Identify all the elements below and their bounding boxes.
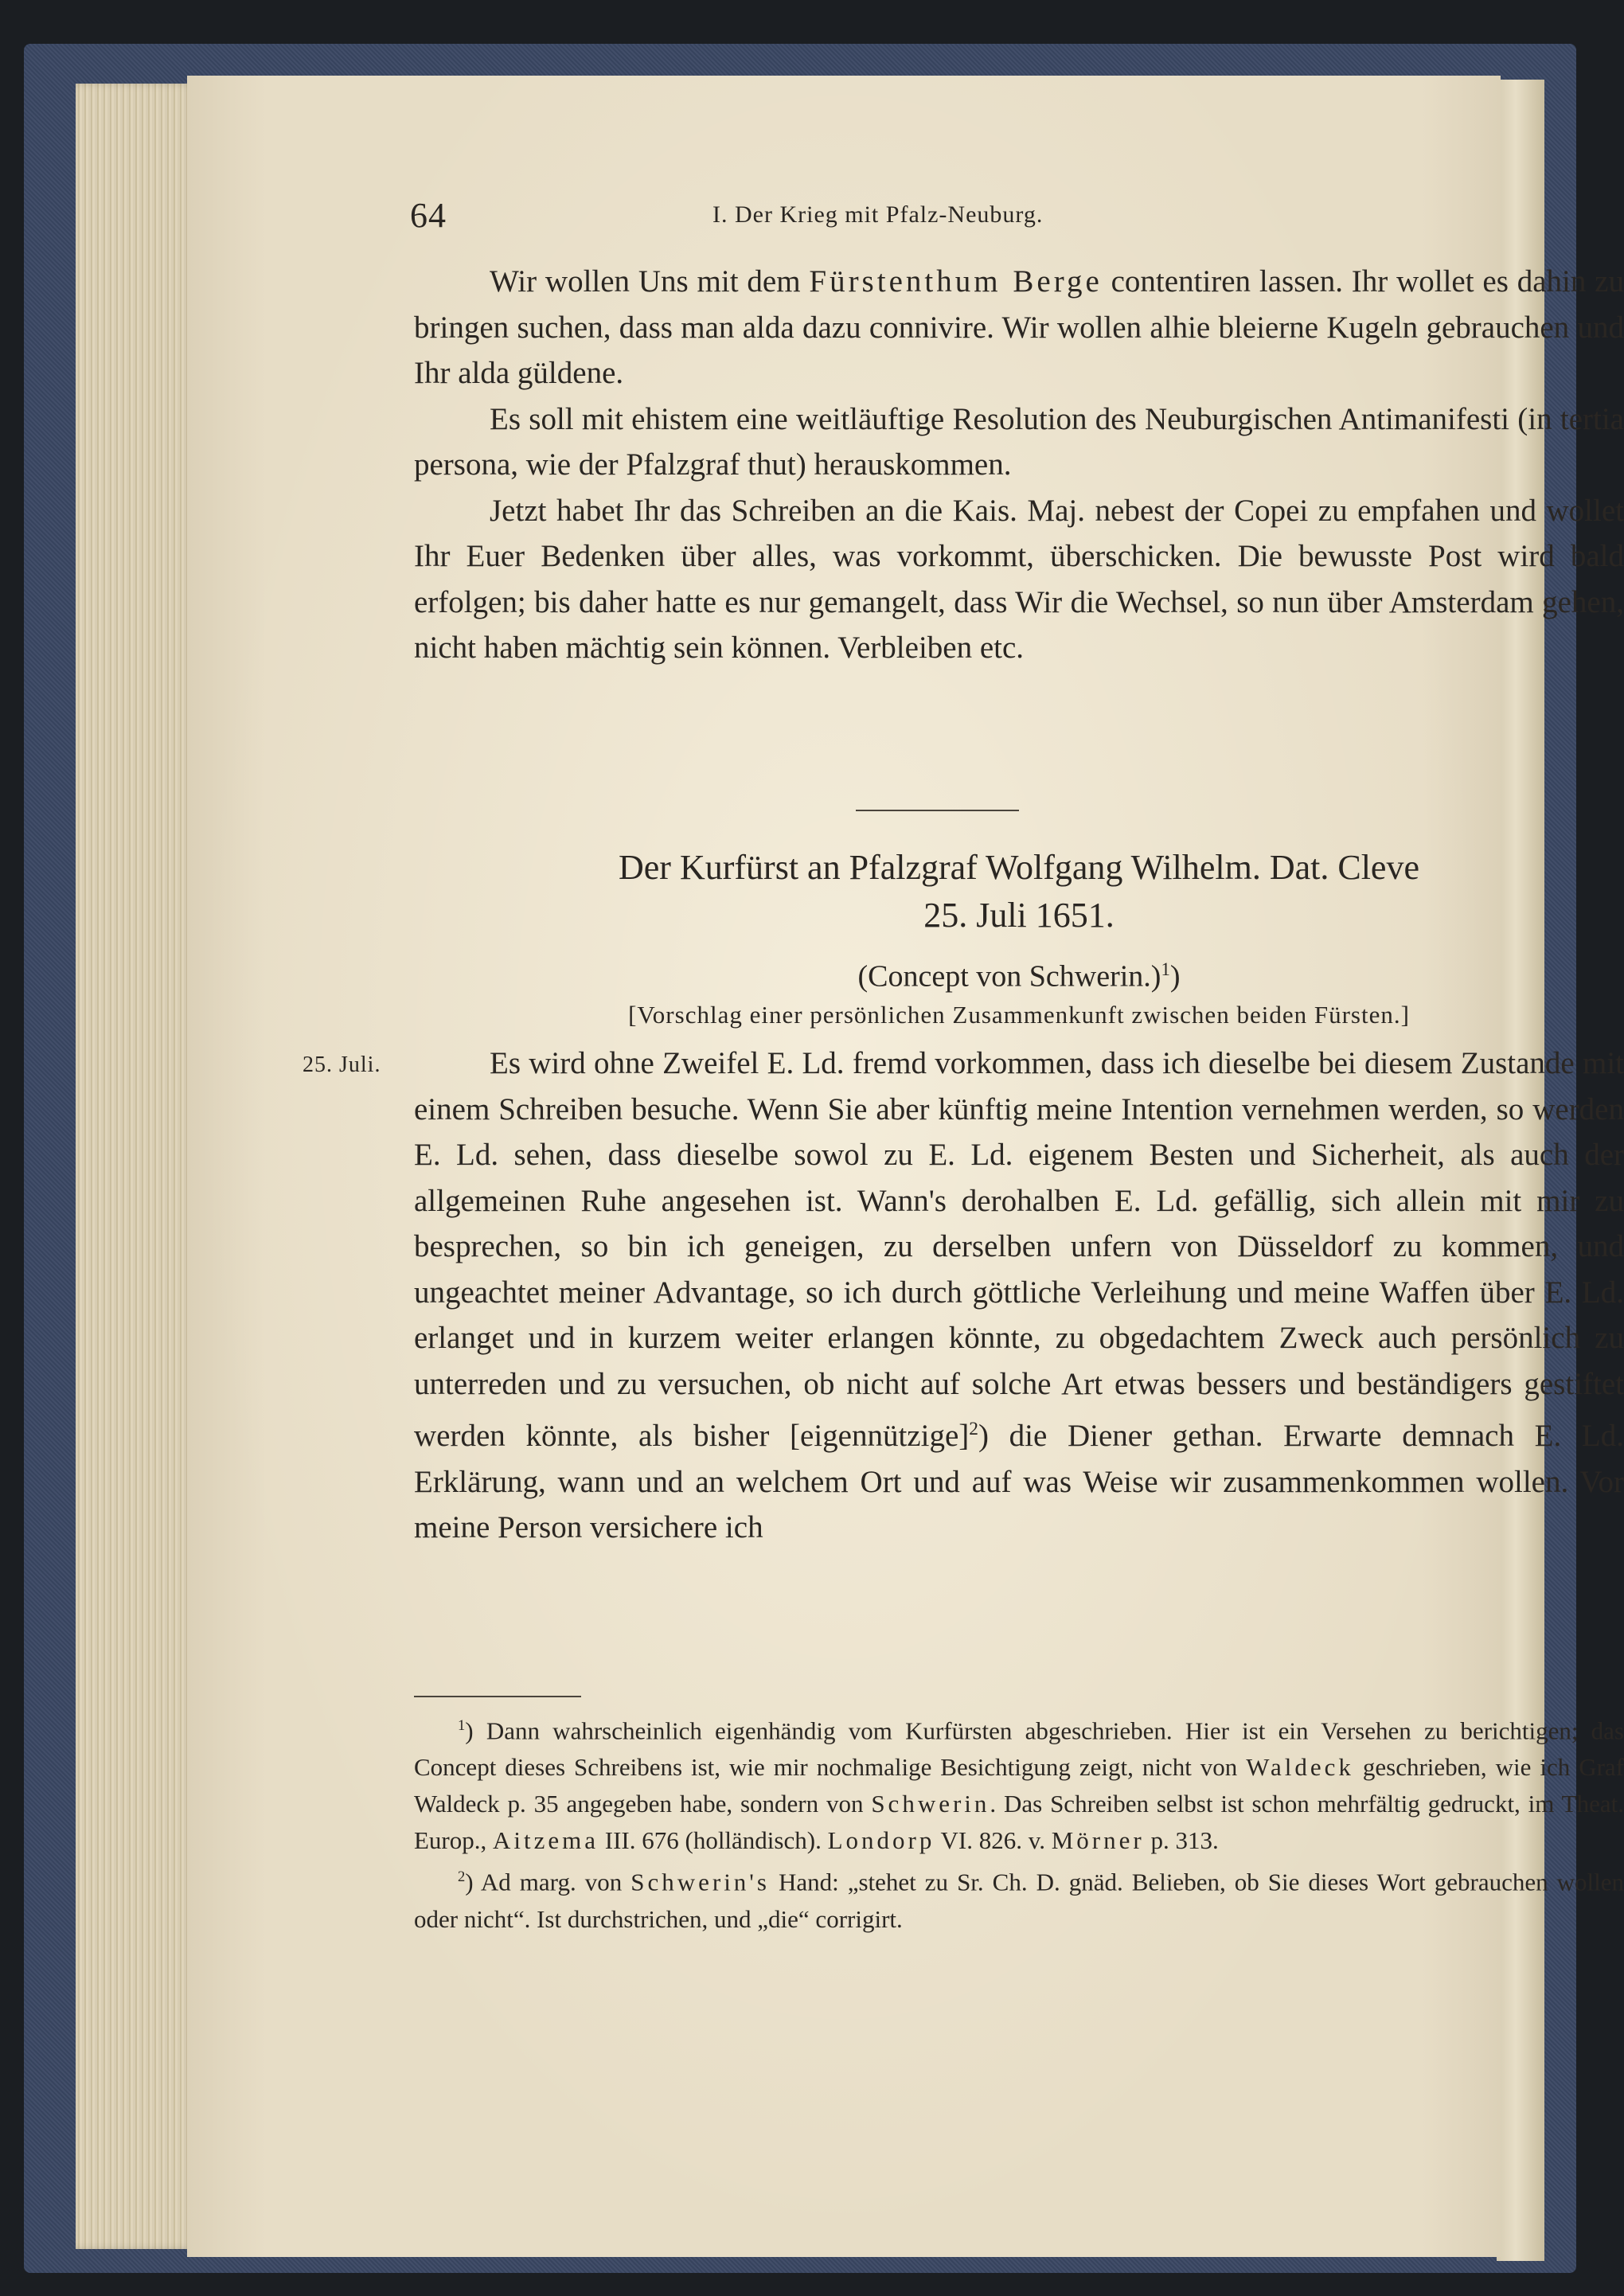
- letter-text-part-2: ) die Diener gethan. Erwarte demnach E. Ld. Erklärung, wann und an welchem Ort und auf was Weise wir zusammenkommen wollen. Vor meine Person versichere ich: [414, 1419, 1624, 1544]
- source-text: (Concept von Schwerin.): [857, 959, 1161, 994]
- section-divider: [856, 810, 1019, 811]
- summary-line: [Vorschlag einer persönlichen Zusammenkunft zwischen beiden Fürsten.]: [628, 1001, 1410, 1029]
- footnote-1-text-f: p. 313.: [1144, 1826, 1219, 1855]
- source-note: [414, 950, 1624, 997]
- margin-date: 25. Juli.: [303, 1052, 381, 1077]
- footnote-mark-paren: ): [1169, 959, 1181, 994]
- spaced-emphasis: Fürstenthum Berge: [809, 264, 1103, 299]
- footnote-1-name-waldeck: Waldeck: [1246, 1753, 1354, 1782]
- document-heading: [414, 844, 1624, 939]
- footnote-1-text-e: VI. 826. v.: [935, 1826, 1052, 1855]
- letter-paragraph: [414, 1041, 1624, 1551]
- paragraph-1-start: Wir wollen Uns mit dem: [490, 264, 810, 299]
- paragraph-1-rest: contentiren lassen. Ihr wollet es dahin zu bringen suchen, dass man alda dazu connivire. Wir wollen alhie bleierne Kugeln gebrauchen und Ihr alda güldene.: [414, 264, 1624, 390]
- footnote-1: [414, 1708, 1624, 1859]
- footnotes: [414, 1708, 1624, 1938]
- paragraph-2: Es soll mit ehistem eine weitläuftige Resolution des Neuburgischen Antimanifesti (in tertia persona, wie der Pfalzgraf thut) herauskommen.: [414, 401, 1624, 482]
- footnote-2-text-a: ) Ad marg. von: [465, 1868, 631, 1896]
- footnote-1-text-a: ) Dann wahrscheinlich eigenhändig vom Kurfürsten abgeschrieben. Hier ist ein Versehen zu berichtigen; das Concept dieses Schreibens ist, wie mir nochmalige Besichtigung zeigt, nicht von: [414, 1716, 1624, 1782]
- paragraph-1: [414, 259, 1624, 396]
- footnote-2-text-b: Hand: „stehet zu Sr. Ch. D. gnäd. Belieben, ob Sie dieses Wort gebrauchen wollen oder nicht“. Ist durchstrichen, und „die“ corrigirt.: [414, 1868, 1624, 1933]
- footnote-1-name-moerner: Mörner: [1051, 1826, 1145, 1855]
- page-header: [410, 195, 1620, 243]
- footnote-1-text-b: geschrieben, wie ich Graf Waldeck p. 35 angegeben habe, sondern von: [414, 1753, 1624, 1818]
- top-text-block: [414, 259, 1624, 671]
- letter-text-part-1: Es wird ohne Zweifel E. Ld. fremd vorkommen, dass ich dieselbe bei diesem Zustande mit einem Schreiben besuche. Wenn Sie aber künftig meine Intention vernehmen werden, so werden E. Ld. sehen, dass dieselbe sowol zu E. Ld. eigenem Besten und Sicherheit, als auch der allgemeinen Ruhe angesehen ist. Wann's derohalben E. Ld. gefällig, sich allein mit mir zu besprechen, so bin ich geneigen, zu derselben unfern von Düsseldorf zu kommen, und ungeachtet meiner Advantage, so ich durch göttliche Verleihung und meine Waffen über E. Ld. erlanget und in kurzem weiter erlangen könnte, zu obgedachtem Zweck auch persönlich zu unterreden und zu versuchen, ob nicht auf solche Art etwas bessers und beständigers gestiftet werden könnte, als bisher [eigennützige]: [414, 1046, 1624, 1453]
- footnote-1-mark: 1: [458, 1717, 466, 1734]
- page-number: 64: [410, 196, 447, 235]
- footnote-2-name-schwerin: Schwerin's: [630, 1868, 770, 1896]
- page-block-edges: [76, 84, 195, 2249]
- footnote-1-text-d: III. 676 (holländisch).: [599, 1826, 828, 1855]
- letter-body: [414, 1041, 1624, 1551]
- footnote-2: [414, 1859, 1624, 1937]
- footnote-1-name-londorp: Londorp: [827, 1826, 935, 1855]
- footnote-mark-1: 1: [1161, 959, 1170, 979]
- footnote-1-name-schwerin: Schwerin: [871, 1790, 990, 1818]
- running-head: I. Der Krieg mit Pfalz-Neuburg.: [712, 201, 1044, 228]
- footnote-1-name-aitzema: Aitzema: [493, 1826, 599, 1855]
- heading-line-2: 25. Juli 1651.: [923, 896, 1115, 935]
- book-page: [187, 76, 1624, 2257]
- footnote-2-mark: 2: [458, 1868, 466, 1886]
- footnote-mark-2: 2: [969, 1419, 978, 1439]
- heading-line-1: Der Kurfürst an Pfalzgraf Wolfgang Wilhelm. Dat. Cleve: [619, 848, 1419, 887]
- footnote-1-text-c: . Das Schreiben selbst ist schon mehrfältig gedruckt, im Theat. Europ.,: [414, 1790, 1624, 1855]
- paragraph-3: Jetzt habet Ihr das Schreiben an die Kais. Maj. nebest der Copei zu empfahen und wollet Ihr Euer Bedenken über alles, was vorkommt, überschicken. Die bewusste Post wird bald erfolgen; bis daher hatte es nur gemangelt, dass Wir die Wechsel, so nun über Amsterdam gehen, nicht haben mächtig sein können. Verbleiben etc.: [414, 493, 1624, 665]
- footnote-divider: [414, 1696, 581, 1697]
